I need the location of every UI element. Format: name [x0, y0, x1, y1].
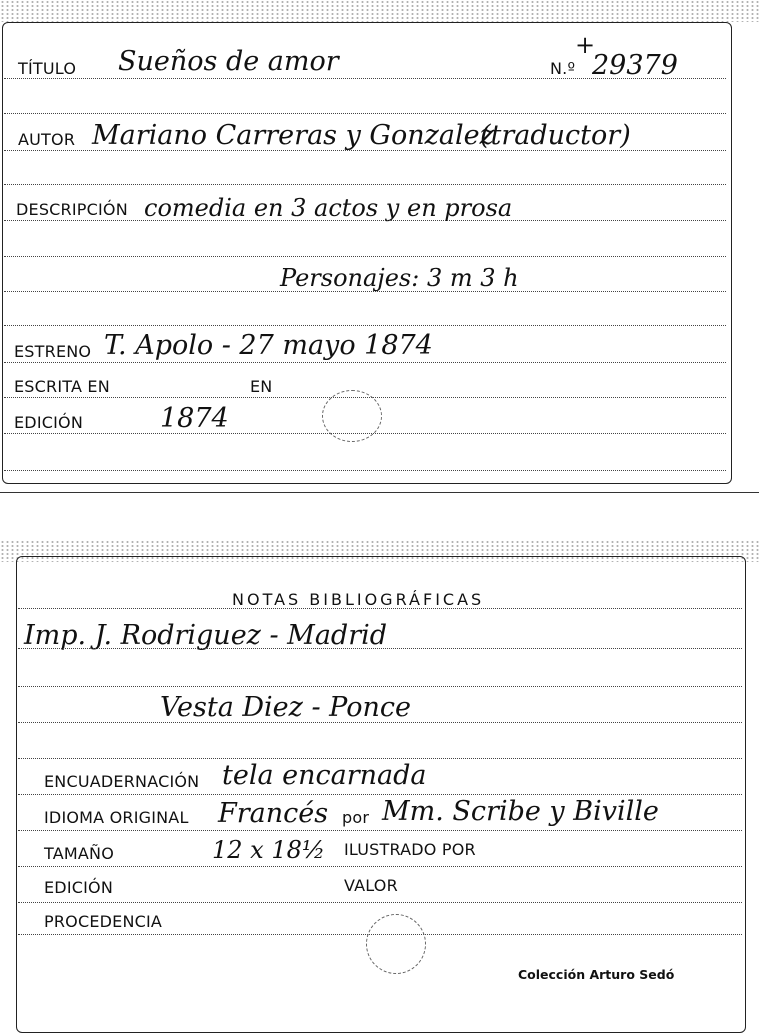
edicion-value: 1874	[160, 403, 229, 434]
titulo-value: Sueños de amor	[118, 46, 339, 77]
idioma-value: Francés	[218, 798, 329, 829]
rule	[4, 325, 726, 326]
rule	[4, 220, 726, 221]
rule	[18, 648, 742, 649]
notas-title: NOTAS BIBLIOGRÁFICAS	[232, 590, 485, 609]
tamano-label: TAMAÑO	[44, 844, 114, 863]
rule	[4, 78, 726, 79]
numero-value: 29379	[592, 50, 678, 81]
autor-value: Mariano Carreras y Gonzalez	[92, 120, 494, 151]
personajes-value: Personajes: 3 m 3 h	[280, 264, 519, 292]
coleccion-label: Colección Arturo Sedó	[518, 967, 675, 982]
encuadernacion-value: tela encarnada	[222, 760, 427, 791]
autor-label: AUTOR	[18, 130, 76, 149]
rule	[18, 902, 742, 903]
descripcion-label: DESCRIPCIÓN	[16, 200, 128, 219]
en-label: EN	[250, 377, 273, 396]
encuadernacion-label: ENCUADERNACIÓN	[44, 772, 200, 791]
ilustrado-label: ILUSTRADO POR	[344, 840, 476, 859]
card-divider-line	[0, 492, 759, 493]
rule	[18, 866, 742, 867]
edicion-label: EDICIÓN	[14, 413, 84, 432]
por-label: por	[342, 808, 370, 827]
numero-mark: +	[575, 31, 596, 59]
descripcion-value: comedia en 3 actos y en prosa	[144, 194, 513, 222]
edicion-label-back: EDICIÓN	[44, 878, 114, 897]
valor-label: VALOR	[344, 876, 398, 895]
rule	[18, 722, 742, 723]
rule	[4, 256, 726, 257]
estreno-value: T. Apolo - 27 mayo 1874	[104, 330, 433, 361]
note-line-2: Vesta Diez - Ponce	[160, 692, 411, 723]
rule	[4, 470, 726, 471]
rule	[4, 362, 726, 363]
por-value: Mm. Scribe y Biville	[382, 796, 659, 827]
estreno-label: ESTRENO	[14, 342, 92, 361]
rule	[4, 433, 726, 434]
rule	[4, 113, 726, 114]
rule	[18, 686, 742, 687]
punch-hole-mark	[366, 914, 426, 974]
rule	[18, 830, 742, 831]
rule	[18, 794, 742, 795]
rule	[4, 184, 726, 185]
rule	[4, 150, 726, 151]
rule	[18, 608, 742, 609]
idioma-label: IDIOMA ORIGINAL	[44, 808, 189, 827]
catalog-card-back	[0, 540, 759, 1028]
procedencia-label: PROCEDENCIA	[44, 912, 163, 931]
autor-role: (traductor)	[480, 120, 631, 151]
punch-hole-mark	[322, 390, 382, 442]
numero-label: N.º	[550, 59, 576, 78]
rule	[4, 291, 726, 292]
titulo-label: TÍTULO	[18, 59, 77, 78]
rule	[18, 758, 742, 759]
tamano-value: 12 x 18½	[212, 836, 326, 864]
escrita-label: ESCRITA EN	[14, 377, 110, 396]
note-line-1: Imp. J. Rodriguez - Madrid	[24, 620, 388, 651]
catalog-card-front	[0, 0, 759, 495]
